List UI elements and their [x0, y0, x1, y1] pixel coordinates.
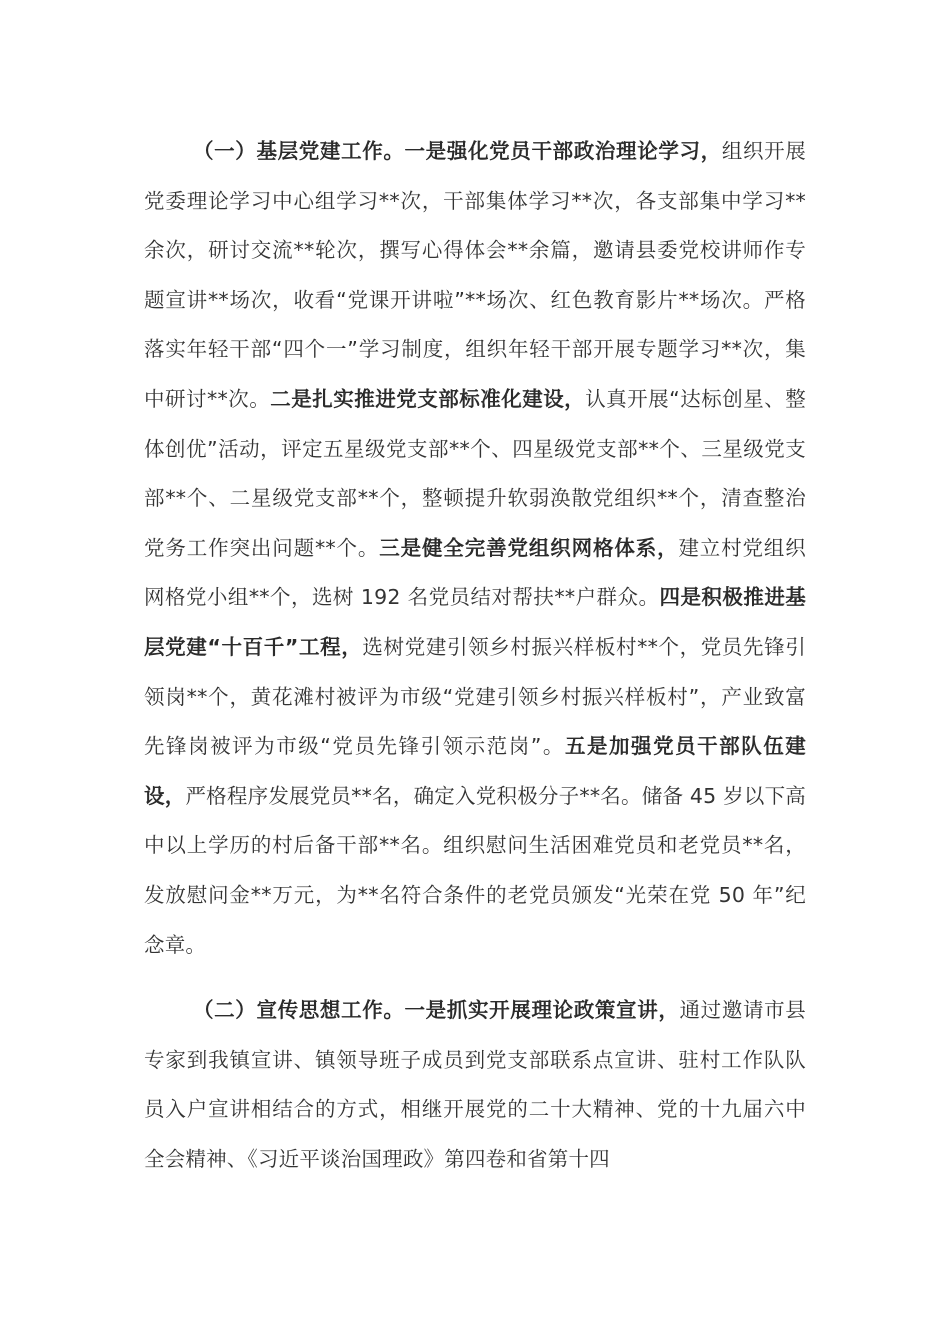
heading-publicity: （二）宣传思想工作。一是抓实开展理论政策宣讲，: [193, 998, 680, 1022]
point-four-heading: 四是积极推进基层党建“十百千”工程，: [144, 585, 806, 659]
body-text: 选树党建引领乡村振兴样板村**个，党员先锋引领岗**个，黄花滩村被评为市级“党建引领乡村振兴样板村”，产业致富先锋岗被评为市级“党员先锋引领示范岗”。: [144, 634, 806, 759]
body-text: 通过邀请市县专家到我镇宣讲、镇领导班子成员到党支部联系点宣讲、驻村工作队队员入户宣讲相结合的方式，相继开展党的二十大精神、党的十九届六中全会精神、《习近平谈治国理政》第四卷和省第十四: [144, 998, 806, 1171]
body-text: 认真开展“达标创星、整体创优”活动，评定五星级党支部**个、四星级党支部**个、三星级党支部**个、二星级党支部**个，整顿提升软弱涣散党组织**个，清查整治党务工作突出问题**个。: [144, 386, 806, 560]
body-text: 严格程序发展党员**名，确定入党积极分子**名。储备 45 岁以下高中以上学历的村后备干部**名。组织慰问生活困难党员和老党员**名，发放慰问金**万元，为**名符合条件的老党员颁发“光荣在党 50 年”纪念章。: [144, 783, 806, 957]
paragraph-party-building: [144, 127, 806, 970]
point-two-heading: 二是扎实推进党支部标准化建设，: [270, 386, 586, 411]
heading-party-building: （一）基层党建工作。一是强化党员干部政治理论学习，: [193, 139, 722, 163]
paragraph-publicity: [144, 986, 806, 1184]
body-text: 组织开展党委理论学习中心组学习**次，干部集体学习**次，各支部集中学习**余次，研讨交流**轮次，撰写心得体会**余篇，邀请县委党校讲师作专题宣讲**场次，收看“党课开讲啦”**场次、红色教育影片**场次。严格落实年轻干部“四个一”学习制度，组织年轻干部开展专题学习**次，集中研讨**次。: [144, 139, 806, 411]
point-five-heading: 五是加强党员干部队伍建设，: [144, 734, 806, 808]
body-text: 建立村党组织网格党小组**个，选树 192 名党员结对帮扶**户群众。: [144, 535, 806, 610]
point-three-heading: 三是健全完善党组织网格体系，: [379, 535, 679, 560]
